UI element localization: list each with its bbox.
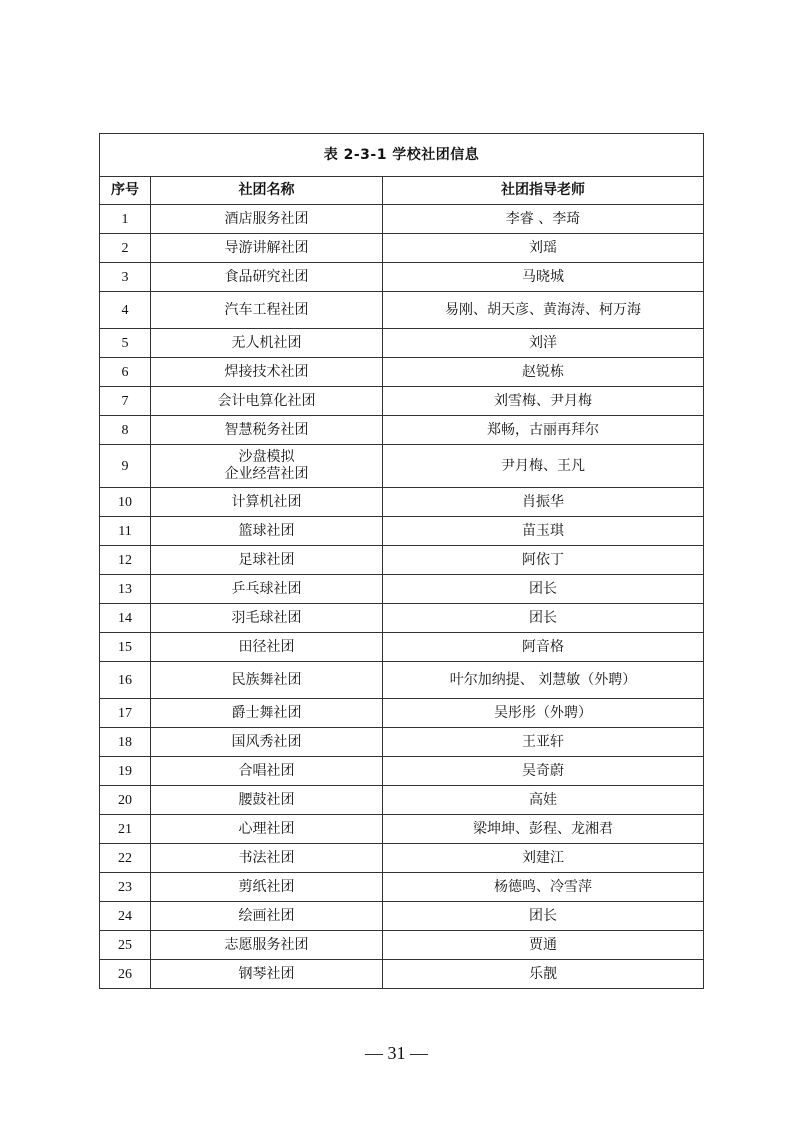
header-club-name: 社团名称 bbox=[151, 177, 383, 205]
row-index: 19 bbox=[100, 757, 151, 786]
table-header-row bbox=[100, 177, 704, 205]
row-teacher: 团长 bbox=[383, 575, 704, 604]
row-teacher: 赵锐栋 bbox=[383, 358, 704, 387]
row-club-name: 乒乓球社团 bbox=[151, 575, 383, 604]
row-teacher: 团长 bbox=[383, 902, 704, 931]
row-index: 13 bbox=[100, 575, 151, 604]
table-row bbox=[100, 234, 704, 263]
table-row bbox=[100, 329, 704, 358]
row-club-name: 导游讲解社团 bbox=[151, 234, 383, 263]
row-club-name: 志愿服务社团 bbox=[151, 931, 383, 960]
row-teacher: 肖振华 bbox=[383, 488, 704, 517]
row-index: 6 bbox=[100, 358, 151, 387]
table-row bbox=[100, 662, 704, 699]
row-club-name: 合唱社团 bbox=[151, 757, 383, 786]
table-row bbox=[100, 786, 704, 815]
table-row bbox=[100, 960, 704, 989]
row-index: 25 bbox=[100, 931, 151, 960]
table-title: 表 2-3-1 学校社团信息 bbox=[100, 134, 704, 177]
row-club-name: 民族舞社团 bbox=[151, 662, 383, 699]
row-club-name: 国风秀社团 bbox=[151, 728, 383, 757]
table-title-row bbox=[100, 134, 704, 177]
table-row bbox=[100, 757, 704, 786]
table-row bbox=[100, 633, 704, 662]
row-index: 16 bbox=[100, 662, 151, 699]
table-row bbox=[100, 699, 704, 728]
table-row bbox=[100, 931, 704, 960]
table-row bbox=[100, 263, 704, 292]
row-index: 10 bbox=[100, 488, 151, 517]
row-index: 2 bbox=[100, 234, 151, 263]
row-club-name: 无人机社团 bbox=[151, 329, 383, 358]
row-club-name: 心理社团 bbox=[151, 815, 383, 844]
row-teacher: 刘洋 bbox=[383, 329, 704, 358]
row-index: 4 bbox=[100, 292, 151, 329]
table-row bbox=[100, 728, 704, 757]
row-index: 14 bbox=[100, 604, 151, 633]
row-club-name: 绘画社团 bbox=[151, 902, 383, 931]
row-club-name: 食品研究社团 bbox=[151, 263, 383, 292]
club-info-table bbox=[99, 133, 704, 989]
row-teacher: 高娃 bbox=[383, 786, 704, 815]
header-index: 序号 bbox=[100, 177, 151, 205]
row-club-name: 篮球社团 bbox=[151, 517, 383, 546]
row-teacher: 乐靓 bbox=[383, 960, 704, 989]
table-row bbox=[100, 575, 704, 604]
row-teacher: 梁坤坤、彭程、龙湘君 bbox=[383, 815, 704, 844]
table-row bbox=[100, 873, 704, 902]
row-index: 5 bbox=[100, 329, 151, 358]
row-index: 11 bbox=[100, 517, 151, 546]
row-club-name: 田径社团 bbox=[151, 633, 383, 662]
table-row bbox=[100, 488, 704, 517]
page-number: — 31 — bbox=[365, 1043, 428, 1063]
row-club-name: 剪纸社团 bbox=[151, 873, 383, 902]
row-club-name: 会计电算化社团 bbox=[151, 387, 383, 416]
row-club-name: 智慧税务社团 bbox=[151, 416, 383, 445]
row-club-name-line-1: 沙盘模拟 bbox=[238, 449, 295, 465]
row-index: 15 bbox=[100, 633, 151, 662]
row-index: 26 bbox=[100, 960, 151, 989]
row-club-name: 酒店服务社团 bbox=[151, 205, 383, 234]
row-index: 8 bbox=[100, 416, 151, 445]
row-club-name bbox=[151, 445, 383, 488]
row-index: 3 bbox=[100, 263, 151, 292]
row-club-name-line-2: 企业经营社团 bbox=[224, 466, 309, 482]
row-index: 17 bbox=[100, 699, 151, 728]
row-teacher: 刘瑶 bbox=[383, 234, 704, 263]
row-index: 21 bbox=[100, 815, 151, 844]
row-club-name: 爵士舞社团 bbox=[151, 699, 383, 728]
row-index: 12 bbox=[100, 546, 151, 575]
row-teacher: 阿音格 bbox=[383, 633, 704, 662]
row-teacher: 刘建江 bbox=[383, 844, 704, 873]
row-index: 24 bbox=[100, 902, 151, 931]
row-teacher: 刘雪梅、尹月梅 bbox=[383, 387, 704, 416]
row-teacher: 马晓城 bbox=[383, 263, 704, 292]
row-club-name: 书法社团 bbox=[151, 844, 383, 873]
row-club-name: 腰鼓社团 bbox=[151, 786, 383, 815]
row-club-name: 羽毛球社团 bbox=[151, 604, 383, 633]
row-teacher: 李睿 、李琦 bbox=[383, 205, 704, 234]
row-index: 1 bbox=[100, 205, 151, 234]
row-teacher: 阿依丁 bbox=[383, 546, 704, 575]
table-row bbox=[100, 358, 704, 387]
row-club-name: 焊接技术社团 bbox=[151, 358, 383, 387]
table-row bbox=[100, 815, 704, 844]
row-index: 18 bbox=[100, 728, 151, 757]
row-club-name: 汽车工程社团 bbox=[151, 292, 383, 329]
table-row bbox=[100, 604, 704, 633]
row-teacher: 杨德鸣、冷雪萍 bbox=[383, 873, 704, 902]
table-row bbox=[100, 546, 704, 575]
row-index: 7 bbox=[100, 387, 151, 416]
row-index: 20 bbox=[100, 786, 151, 815]
table-row bbox=[100, 387, 704, 416]
table-row bbox=[100, 517, 704, 546]
table-row bbox=[100, 205, 704, 234]
table-row bbox=[100, 902, 704, 931]
row-teacher: 王亚轩 bbox=[383, 728, 704, 757]
table-row bbox=[100, 292, 704, 329]
row-teacher: 团长 bbox=[383, 604, 704, 633]
row-index: 9 bbox=[100, 445, 151, 488]
table-row bbox=[100, 416, 704, 445]
table-row bbox=[100, 844, 704, 873]
row-teacher: 郑畅，古丽再拜尔 bbox=[383, 416, 704, 445]
row-teacher: 贾通 bbox=[383, 931, 704, 960]
row-teacher: 吴彤彤（外聘） bbox=[383, 699, 704, 728]
row-teacher: 易刚、胡天彦、黄海涛、柯万海 bbox=[383, 292, 704, 329]
row-teacher: 尹月梅、王凡 bbox=[383, 445, 704, 488]
row-index: 22 bbox=[100, 844, 151, 873]
row-club-name: 足球社团 bbox=[151, 546, 383, 575]
row-index: 23 bbox=[100, 873, 151, 902]
row-club-name: 钢琴社团 bbox=[151, 960, 383, 989]
row-teacher: 叶尔加纳提、 刘慧敏（外聘） bbox=[383, 662, 704, 699]
row-teacher: 苗玉琪 bbox=[383, 517, 704, 546]
header-teacher: 社团指导老师 bbox=[383, 177, 704, 205]
table-row bbox=[100, 445, 704, 488]
row-club-name: 计算机社团 bbox=[151, 488, 383, 517]
row-teacher: 吴奇蔚 bbox=[383, 757, 704, 786]
